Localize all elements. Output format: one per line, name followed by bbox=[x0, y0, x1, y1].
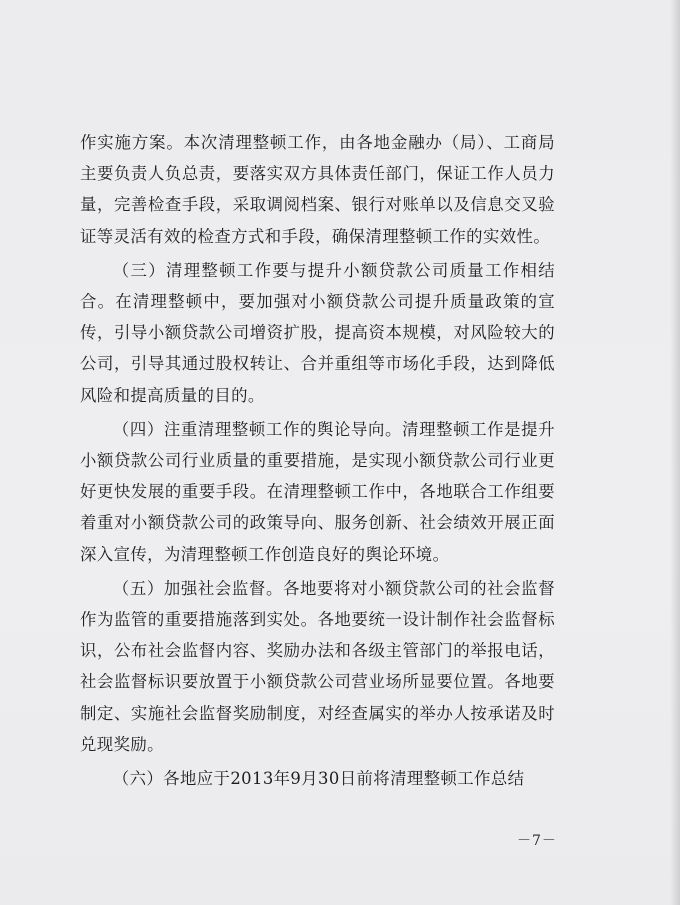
paragraph-implementation-plan: 作实施方案。本次清理整顿工作，由各地金融办（局）、工商局主要负责人负总责，要落实双方具体责任部门，保证工作人员力量，完善检查手段，采取调阅档案、银行对账单以及信息交叉验证等灵活有效的检查方式和手段，确保清理整顿工作的实效性。 bbox=[80, 133, 555, 246]
paragraph-section-four: （四）注重清理整顿工作的舆论导向。清理整顿工作是提升小额贷款公司行业质量的重要措施，是实现小额贷款公司行业更好更快发展的重要手段。在清理整顿工作中，各地联合工作组要着重对小额贷款公司的政策导向、服务创新、社会绩效开展正面深入宣传，为清理整顿工作创造良好的舆论环境。 bbox=[80, 419, 555, 564]
page-number: －7－ bbox=[517, 833, 557, 849]
scan-shadow-edge bbox=[670, 0, 680, 905]
document-body bbox=[80, 127, 555, 794]
paragraph-section-three: （三）清理整顿工作要与提升小额贷款公司质量工作相结合。在清理整顿中，要加强对小额贷款公司提升质量政策的宣传，引导小额贷款公司增资扩股，提高资本规模，对风险较大的公司，引导其通过股权转让、合并重组等市场化手段，达到降低风险和提高质量的目的。 bbox=[80, 260, 555, 405]
paragraph-section-five: （五）加强社会监督。各地要将对小额贷款公司的社会监督作为监管的重要措施落到实处。各地要统一设计制作社会监督标识，公布社会监督内容、奖励办法和各级主管部门的举报电话，社会监督标识要放置于小额贷款公司营业场所显要位置。各地要制定、实施社会监督奖励制度，对经查属实的举办人按承诺及时兑现奖励。 bbox=[80, 578, 555, 754]
paragraph-section-six: （六）各地应于2013年9月30日前将清理整顿工作总结 bbox=[112, 769, 525, 789]
